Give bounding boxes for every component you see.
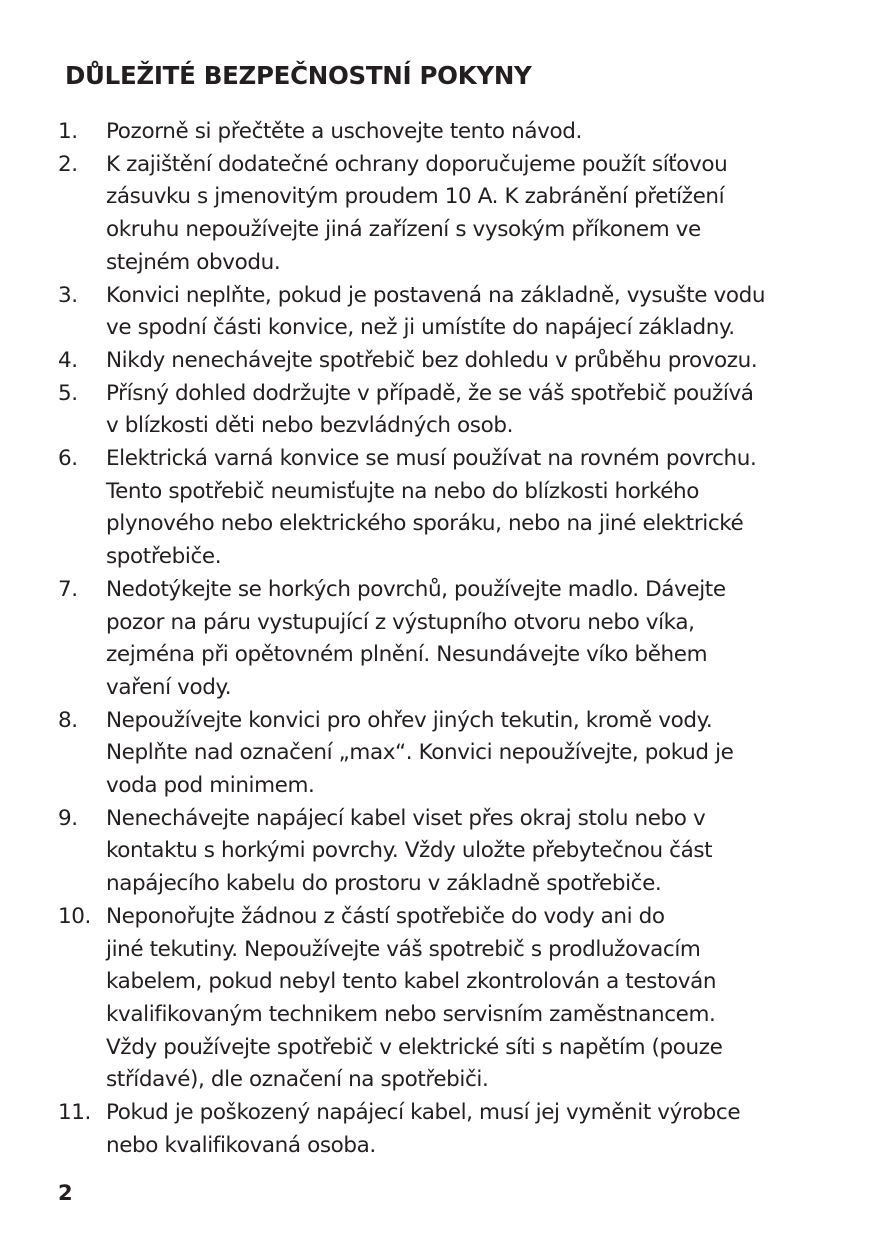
list-item: [0, 149, 874, 280]
text-line: Nenechávejte napájecí kabel viset přes okraj stolu nebo v: [106, 805, 706, 831]
text-line: K zajištění dodatečné ochrany doporučujeme použít síťovou: [106, 151, 728, 177]
list-item-number: 9.: [58, 805, 78, 831]
list-item-text: [106, 574, 726, 705]
text-line: plynového nebo elektrického sporáku, nebo na jiné elektrické: [106, 511, 744, 537]
list-item: [0, 345, 874, 378]
list-item-text: [106, 149, 727, 280]
text-line: voda pod minimem.: [106, 773, 315, 799]
list-item-text: [106, 803, 712, 901]
text-line: Neponořujte žádnou z částí spotřebiče do vody ani do: [106, 903, 665, 929]
text-line: v blízkosti děti nebo bezvládných osob.: [106, 413, 514, 439]
text-line: Elektrická varná konvice se musí používat na rovném povrchu.: [106, 446, 757, 472]
text-line: zásuvku s jmenovitým proudem 10 A. K zabránění přetížení: [106, 184, 725, 210]
text-line: Přísný dohled dodržujte v případě, že se váš spotřebič používá: [106, 380, 754, 406]
text-line: vaření vody.: [106, 674, 232, 700]
text-line: jiné tekutiny. Nepoužívejte váš spotrebič s prodlužovacím: [106, 936, 701, 962]
text-line: ve spodní části konvice, než ji umístíte do napájecí základny.: [106, 315, 735, 341]
list-item-text: [106, 901, 723, 1097]
list-item-number: 4.: [58, 347, 78, 373]
text-line: kvalifikovaným technikem nebo servisním zaměstnancem.: [106, 1001, 716, 1027]
list-item-text: [106, 443, 756, 574]
list-item: [0, 901, 874, 1097]
text-line: pozor na páru vystupující z výstupního otvoru nebo víka,: [106, 609, 695, 635]
list-item: [0, 116, 874, 149]
list-item-text: [106, 705, 733, 803]
text-line: Pokud je poškozený napájecí kabel, musí jej vyměnit výrobce: [106, 1100, 741, 1126]
page-number: 2: [58, 1181, 73, 1205]
list-item-text: [106, 1097, 740, 1162]
text-line: nebo kvalifikovaná osoba.: [106, 1132, 376, 1158]
list-item: [0, 574, 874, 705]
list-item: [0, 1097, 874, 1162]
list-item-text: [106, 378, 754, 443]
list-item: [0, 378, 874, 443]
text-line: kontaktu s horkými povrchy. Vždy uložte přebytečnou část: [106, 838, 713, 864]
text-line: zejména při opětovném plnění. Nesundávejte víko během: [106, 642, 708, 668]
list-item: [0, 443, 874, 574]
text-line: Neplňte nad označení „max“. Konvici nepoužívejte, pokud je: [106, 740, 734, 766]
text-line: Nepoužívejte konvici pro ohřev jiných tekutin, kromě vody.: [106, 707, 713, 733]
text-line: Vždy používejte spotřebič v elektrické síti s napětím (pouze: [106, 1034, 723, 1060]
list-item-number: 2.: [58, 151, 78, 177]
text-line: Nedotýkejte se horkých povrchů, používejte madlo. Dávejte: [106, 576, 726, 602]
text-line: Nikdy nenechávejte spotřebič bez dohledu v průběhu provozu.: [106, 347, 758, 373]
text-line: napájecího kabelu do prostoru v základně spotřebiče.: [106, 871, 662, 897]
text-line: stejném obvodu.: [106, 249, 281, 275]
text-line: Konvici neplňte, pokud je postavená na základně, vysušte vodu: [106, 282, 766, 308]
list-item: [0, 280, 874, 345]
safety-instructions-list: [0, 116, 874, 1163]
list-item-number: 10.: [58, 903, 91, 929]
list-item: [0, 803, 874, 901]
text-line: Tento spotřebič neumisťujte na nebo do blízkosti horkého: [106, 478, 700, 504]
list-item-number: 7.: [58, 576, 78, 602]
list-item-number: 1.: [58, 119, 78, 144]
list-item-text: [106, 345, 757, 378]
text-line: spotřebiče.: [106, 544, 222, 570]
page-title: DŮLEŽITÉ BEZPEČNOSTNÍ POKYNY: [65, 61, 532, 90]
list-item-number: 5.: [58, 380, 78, 406]
list-item: [0, 705, 874, 803]
list-item-number: 8.: [58, 707, 78, 733]
text-line: Pozorně si přečtěte a uschovejte tento návod.: [106, 119, 582, 144]
list-item-text: [106, 280, 765, 345]
text-line: okruhu nepoužívejte jiná zařízení s vysokým příkonem ve: [106, 217, 701, 243]
list-item-number: 6.: [58, 446, 78, 472]
list-item-text: [106, 116, 582, 149]
list-item-number: 11.: [58, 1100, 91, 1126]
text-line: střídavé), dle označení na spotřebiči.: [106, 1067, 489, 1093]
text-line: kabelem, pokud nebyl tento kabel zkontrolován a testován: [106, 969, 717, 995]
list-item-number: 3.: [58, 282, 78, 308]
